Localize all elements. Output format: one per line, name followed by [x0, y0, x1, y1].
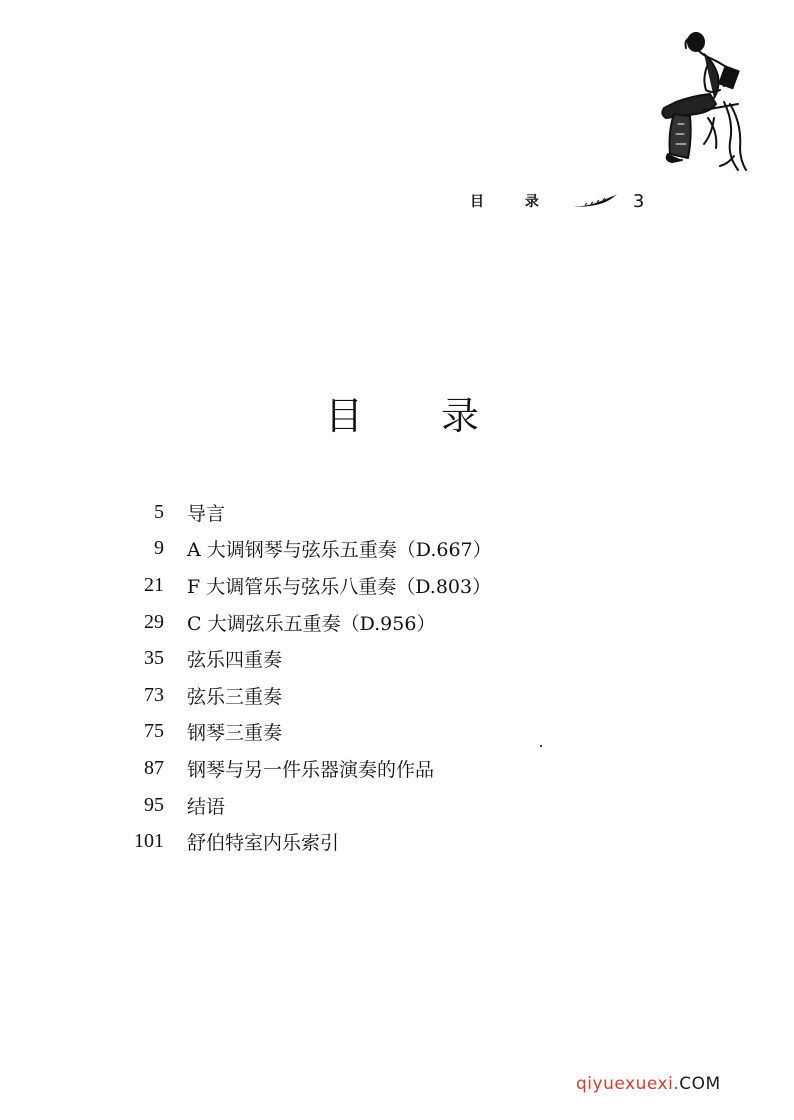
toc-entry-page: 29 [144, 610, 164, 633]
toc-entry[interactable] [120, 823, 680, 860]
toc-entry[interactable] [120, 567, 680, 604]
toc-entry-text: 舒伯特室内乐索引 [187, 832, 340, 855]
toc-entry-text: 弦乐三重奏 [187, 685, 283, 708]
toc-entry-page: 35 [144, 647, 164, 670]
toc-entry[interactable] [120, 640, 680, 677]
watermark [576, 1074, 721, 1094]
toc-list [120, 494, 680, 860]
toc-entry-text: 弦乐四重奏 [187, 649, 283, 672]
watermark-brand: qiyuexuexi [576, 1074, 674, 1094]
toc-entry-text: A 大调钢琴与弦乐五重奏（D.667） [187, 539, 492, 562]
toc-entry-text: 结语 [187, 795, 226, 818]
toc-entry-page: 95 [144, 793, 164, 816]
toc-title: 目录 [324, 394, 557, 439]
running-head-title: 目 录 [470, 194, 557, 210]
toc-entry[interactable] [120, 787, 680, 824]
toc-entry-text: 导言 [187, 502, 226, 525]
toc-entry-text: 钢琴与另一件乐器演奏的作品 [187, 758, 435, 781]
watermark-dot: . [673, 1074, 680, 1094]
toc-entry[interactable] [120, 494, 680, 531]
toc-entry[interactable] [120, 677, 680, 714]
toc-entry-page: 101 [134, 830, 164, 853]
quill-pen-icon [571, 192, 619, 210]
toc-entry-page: 5 [154, 500, 164, 523]
toc-entry[interactable] [120, 531, 680, 568]
toc-entry-page: 21 [144, 573, 164, 596]
running-head [470, 188, 644, 214]
scan-speck [540, 745, 542, 747]
toc-entry[interactable] [120, 750, 680, 787]
toc-entry-text: C 大调弦乐五重奏（D.956） [187, 612, 436, 635]
toc-entry-text: F 大调管乐与弦乐八重奏（D.803） [187, 575, 492, 598]
watermark-domain: COM [679, 1074, 721, 1094]
toc-entry-page: 73 [144, 683, 164, 706]
toc-entry-page: 87 [144, 756, 164, 779]
toc-entry-text: 钢琴三重奏 [187, 722, 283, 745]
toc-entry-page: 75 [144, 720, 164, 743]
toc-entry[interactable] [120, 604, 680, 641]
toc-entry-page: 9 [154, 537, 164, 560]
seated-woman-reading-illustration [638, 28, 748, 178]
toc-entry[interactable] [120, 714, 680, 751]
running-head-page-number: 3 [632, 190, 645, 212]
